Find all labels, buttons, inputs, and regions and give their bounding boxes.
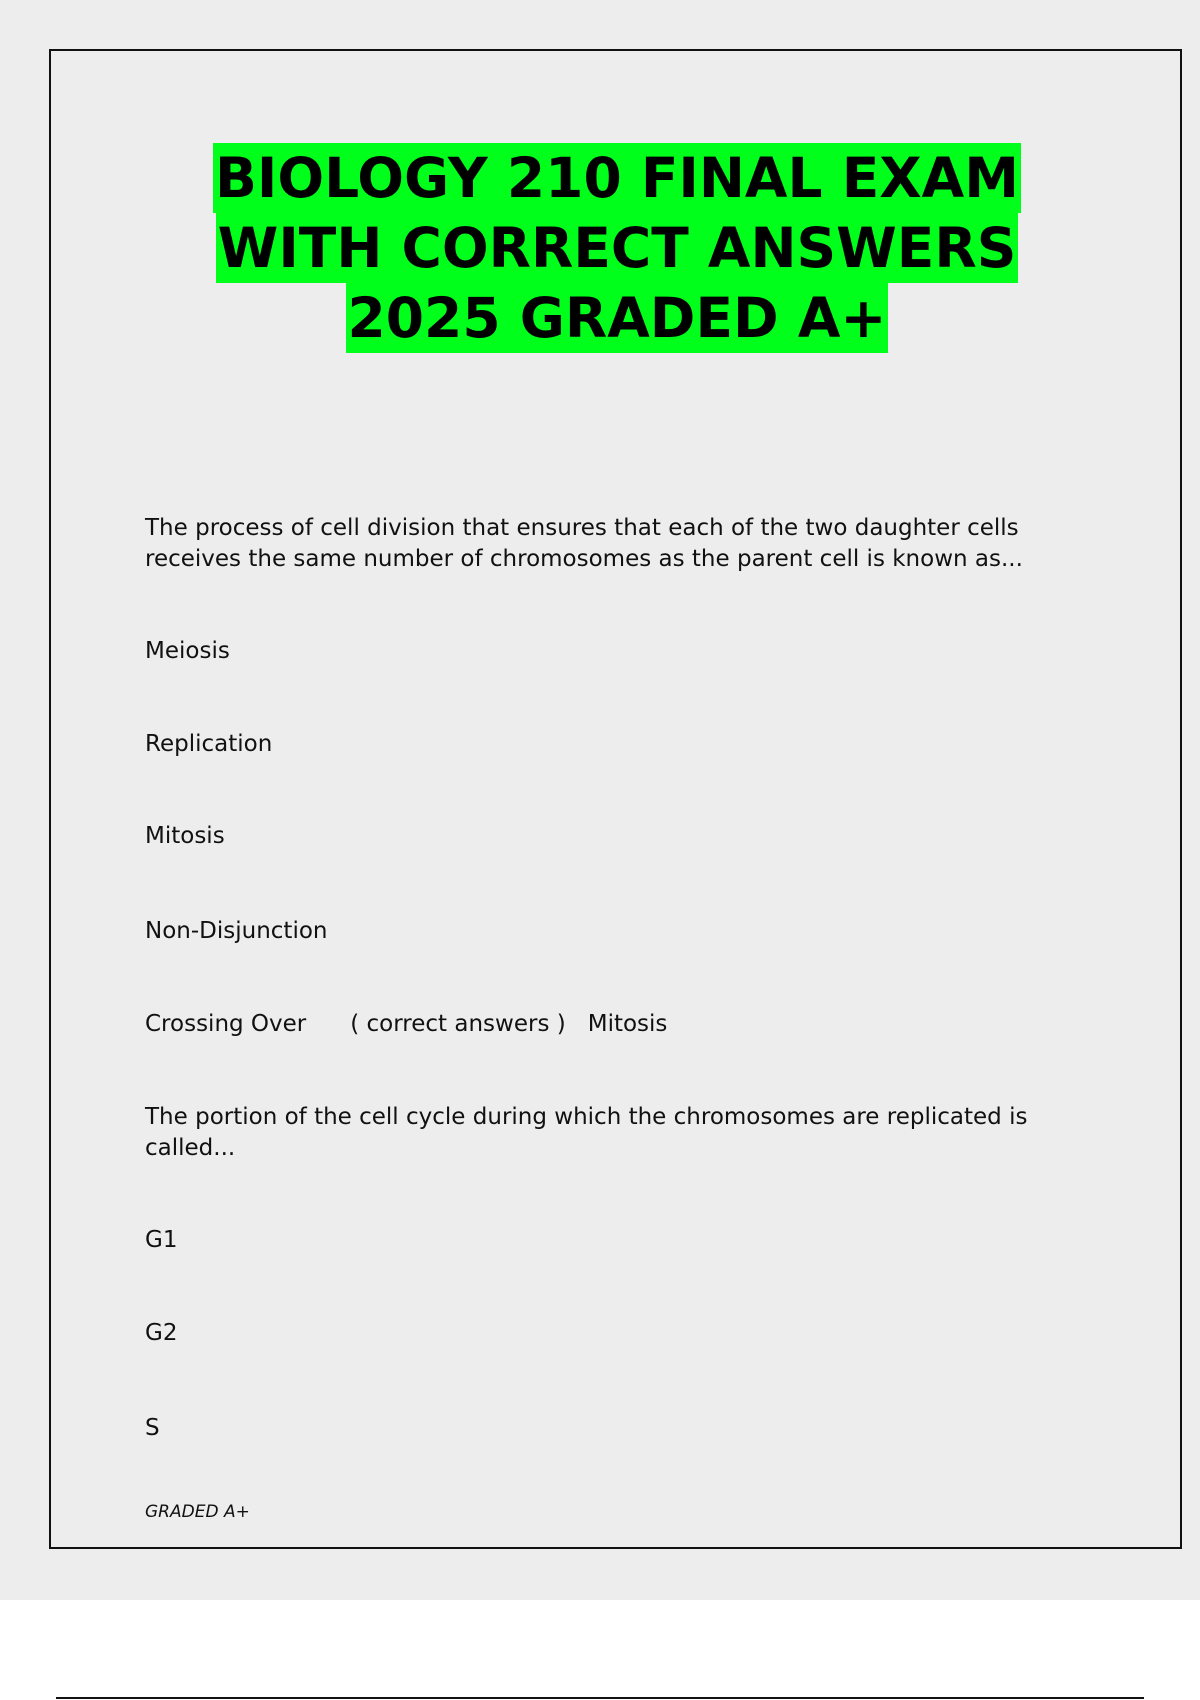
title-line: WITH CORRECT ANSWERS (216, 213, 1019, 283)
question-1-option: Non-Disjunction (145, 918, 328, 944)
question-1-option: Meiosis (145, 638, 230, 664)
title-line: BIOLOGY 210 FINAL EXAM (213, 143, 1021, 213)
footer-note: GRADED A+ (145, 1502, 250, 1522)
title-line: 2025 GRADED A+ (346, 283, 889, 353)
question-2-option: G2 (145, 1320, 178, 1346)
question-prompt-line: The process of cell division that ensures that each of the two daughter cells (145, 515, 1019, 541)
answer-marker: ( correct answers ) (350, 1011, 566, 1037)
divider (56, 1697, 1144, 1699)
question-1-answer-row (145, 1009, 667, 1040)
correct-answer: Mitosis (587, 1011, 668, 1037)
question-1-option: Crossing Over (145, 1011, 307, 1037)
question-1-option: Replication (145, 731, 273, 757)
question-1-option: Mitosis (145, 823, 225, 849)
question-2-option: G1 (145, 1227, 178, 1253)
document-title (0, 143, 1200, 353)
question-2-option: S (145, 1415, 160, 1441)
question-1-prompt (145, 513, 1023, 575)
question-prompt-line: The portion of the cell cycle during which the chromosomes are replicated is (145, 1104, 1028, 1130)
question-2-prompt (145, 1102, 1027, 1164)
question-prompt-line: receives the same number of chromosomes as the parent cell is known as... (145, 546, 1023, 572)
question-prompt-line: called... (145, 1135, 236, 1161)
